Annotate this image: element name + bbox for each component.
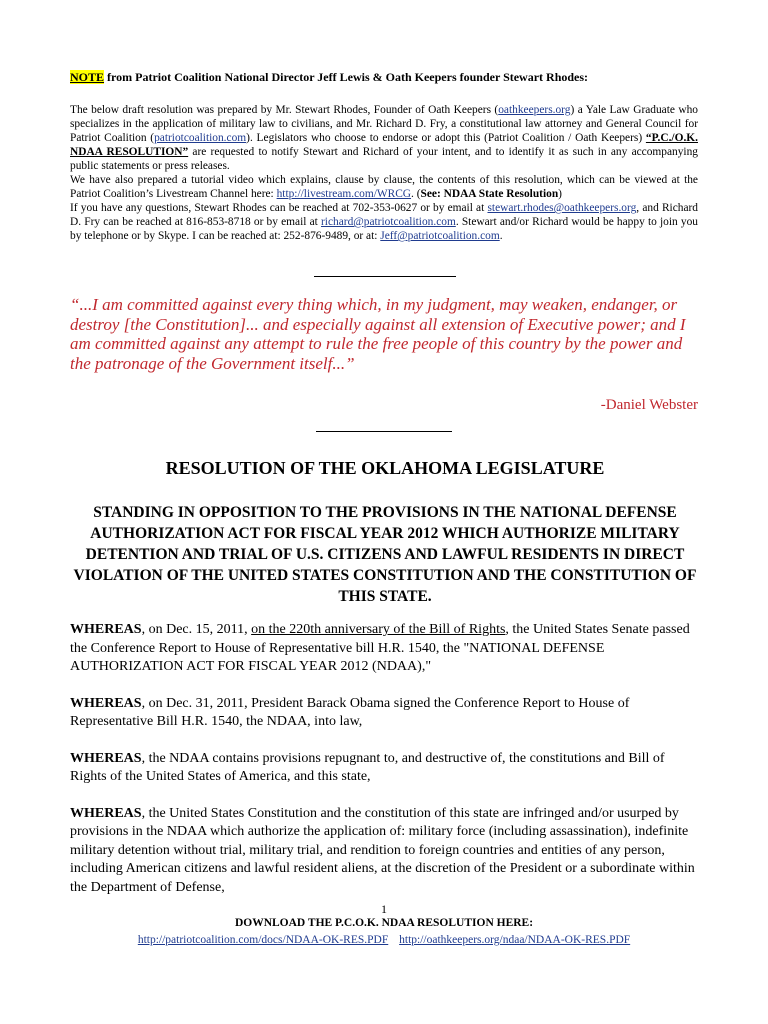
note-label: NOTE [70, 70, 105, 84]
intro-text: . Stewart and/or Richard would be happy to join you by telephone or by Skype. I can be reached at: 252-876-9489, or at: [70, 216, 698, 242]
note-heading-text: from Patriot Coalition National Director Jeff Lewis & Oath Keepers founder Stewart Rhodes: [104, 70, 589, 84]
intro-text: The below draft resolution was prepared by Mr. Stewart Rhodes, Founder of Oath Keepers ( [70, 104, 499, 116]
separator-line [314, 276, 456, 277]
intro-text: ) [558, 188, 562, 200]
jeff-email-link[interactable]: Jeff@patriotcoalition.com [380, 230, 500, 242]
whereas-clause-4 [70, 805, 700, 898]
clause-text: , the NDAA contains provisions repugnant to, and destructive of, the constitutions and Bill of Rights of the United States of America, and this state, [70, 750, 665, 784]
intro-text: If you have any questions, Stewart Rhodes can be reached at 702-353-0627 or by email at [70, 202, 488, 214]
richard-email-link[interactable]: richard@patriotcoalition.com [321, 216, 456, 228]
intro-text: . ( [411, 188, 421, 200]
intro-text: , and Richard D. Fry can be reached at 816-853-8718 or by email at [70, 202, 699, 228]
intro-text: . [499, 230, 503, 242]
intro-paragraph-2 [70, 173, 698, 201]
whereas-keyword: WHEREAS [70, 750, 142, 766]
patriotcoalition-link[interactable]: patriotcoalition.com [154, 132, 247, 144]
clause-text: , on Dec. 31, 2011, President Barack Obama signed the Conference Report to House of Representative Bill H.R. 1540, the NDAA, into law, [70, 695, 630, 729]
download-links [0, 934, 768, 946]
webster-quote: “...I am committed against every thing which, in my judgment, may weaken, endanger, or destroy [the Constitution]... and especially against all extension of Executive power; and I am committed against any attempt to rule the free people of this country by the power and the patronage of the Government itself...” [70, 295, 686, 373]
download-heading: DOWNLOAD THE P.C.O.K. NDAA RESOLUTION HERE: [234, 917, 534, 929]
note-heading [70, 70, 700, 85]
bill-of-rights-anniversary: on the 220th anniversary of the Bill of Rights [251, 622, 506, 637]
whereas-keyword: WHEREAS [70, 622, 142, 637]
quote-attribution: -Daniel Webster [600, 397, 698, 413]
page-number: 1 [381, 902, 387, 916]
livestream-link[interactable]: http://livestream.com/WRCG [276, 188, 412, 200]
download-link-oathkeepers[interactable]: http://oathkeepers.org/ndaa/NDAA-OK-RES.PDF [399, 934, 631, 946]
resolution-subtitle: STANDING IN OPPOSITION TO THE PROVISIONS IN THE NATIONAL DEFENSE AUTHORIZATION ACT FOR FISCAL YEAR 2012 WHICH AUTHORIZE MILITARY DETENTION AND TRIAL OF U.S. CITIZENS AND LAWFUL RESIDENTS IN DIRECT VIOLATION OF THE UNITED STATES CONSTITUTION AND THE CONSTITUTION OF THIS STATE. [73, 504, 697, 605]
intro-section [70, 103, 698, 243]
resolution-title: RESOLUTION OF THE OKLAHOMA LEGISLATURE [165, 458, 605, 478]
intro-text: We have also prepared a tutorial video which explains, clause by clause, the contents of this resolution, which can be viewed at the Patriot Coalition’s Livestream Channel here: [70, 174, 698, 200]
stewart-email-link[interactable]: stewart.rhodes@oathkeepers.org [487, 202, 637, 214]
intro-text: ) a Yale Law Graduate who specializes in the application of military law to civilians, and Mr. Richard D. Fry, a constitutional law attorney and General Council for Patriot Coalition ( [70, 104, 699, 144]
separator-line [316, 431, 452, 432]
whereas-clause-1 [70, 621, 700, 677]
clause-text: , on Dec. 15, 2011, [141, 622, 252, 637]
see-note: See: NDAA State Resolution [420, 188, 559, 200]
intro-paragraph-1 [70, 103, 698, 173]
resolution-name: “P.C./O.K. NDAA RESOLUTION” [70, 132, 698, 158]
whereas-keyword: WHEREAS [70, 695, 142, 711]
intro-paragraph-3 [70, 201, 698, 243]
resolution-body [70, 621, 700, 915]
download-link-patriotcoalition[interactable]: http://patriotcoalition.com/docs/NDAA-OK-RES.PDF [137, 934, 389, 946]
whereas-keyword: WHEREAS [70, 805, 142, 821]
whereas-clause-3 [70, 750, 700, 787]
whereas-clause-2 [70, 695, 700, 732]
clause-text: , the United States Constitution and the constitution of this state are infringed and/or usurped by provisions in the NDAA which authorize the application of: military force (including assassination), indefinite military detention without trial, military trial, and rendition to foreign countries and entities of any person, including American citizens and lawful resident aliens, at the discretion of the President or a subordinate within the Department of Defense, [70, 805, 695, 895]
oathkeepers-link[interactable]: oathkeepers.org [498, 104, 571, 116]
intro-text: are requested to notify Stewart and Richard of your intent, and to identify it as such in any accompanying public statements or press releases. [70, 146, 698, 172]
intro-text: ). Legislators who choose to endorse or adopt this (Patriot Coalition / Oath Keepers) [246, 132, 646, 144]
clause-text: , the United States Senate passed the Conference Report to House of Representative bill H.R. 1540, the "NATIONAL DEFENSE AUTHORIZATION ACT FOR FISCAL YEAR 2012 (NDAA)," [70, 622, 690, 674]
